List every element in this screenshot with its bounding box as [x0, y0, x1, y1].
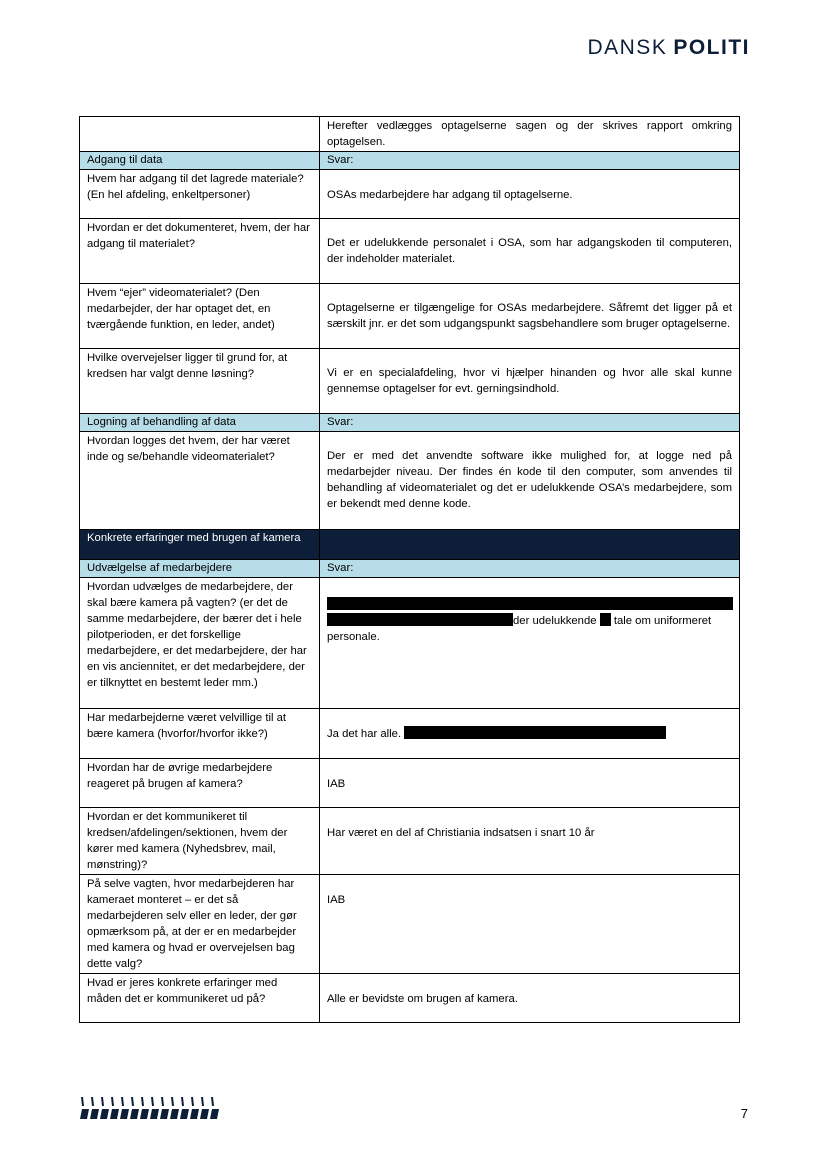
dark-section-title: Konkrete erfaringer med brugen af kamera	[80, 530, 320, 560]
table-row	[80, 759, 740, 808]
table-row	[80, 219, 740, 284]
logo-word-dansk: DANSK	[587, 36, 668, 59]
question-cell: På selve vagten, hvor medarbejderen har kameraet monteret – er det så medarbejderen selv eller en leder, der gør opmærksom på, at der er en medarbejder med kamera og hvad er overvejelsen bag dette valg?	[80, 875, 320, 974]
section-header-row	[80, 560, 740, 578]
answer-text	[327, 579, 732, 645]
question-cell: Hvordan har de øvrige medarbejdere reageret på brugen af kamera?	[80, 759, 320, 808]
answer-text	[327, 710, 732, 742]
answer-cell	[320, 170, 740, 219]
table-row	[80, 170, 740, 219]
section-header-row	[80, 414, 740, 432]
section-header-row	[80, 152, 740, 170]
answer-cell	[320, 219, 740, 284]
question-cell: Hvad er jeres konkrete erfaringer med måden det er kommunikeret ud på?	[80, 974, 320, 1023]
answer-part-2: tale om uniformeret personale.	[327, 615, 712, 643]
answer-cell	[320, 578, 740, 709]
question-cell: Hvem “ejer” videomaterialet? (Den medarbejder, der har optaget det, en tværgående funktion, en leder, andet)	[80, 284, 320, 349]
table-row	[80, 709, 740, 759]
table-row	[80, 578, 740, 709]
question-cell: Har medarbejderne været velvillige til at bære kamera (hvorfor/hvorfor ikke?)	[80, 709, 320, 759]
question-cell: Hvem har adgang til det lagrede materiale? (En hel afdeling, enkeltpersoner)	[80, 170, 320, 219]
answer-cell	[320, 709, 740, 759]
section-title: Logning af behandling af data	[80, 414, 320, 432]
table-row	[80, 117, 740, 152]
redaction-bar	[327, 613, 513, 626]
table-row	[80, 349, 740, 414]
table-row	[80, 875, 740, 974]
answer-text: Vi er en specialafdeling, hvor vi hjælper hinanden og hvor alle skal kunne gennemse optagelser for evt. gerningsindhold.	[327, 367, 732, 395]
redaction-bar	[404, 726, 666, 739]
answer-column-label: Svar:	[320, 560, 740, 578]
answer-text: IAB	[327, 778, 346, 790]
answer-text: Det er udelukkende personalet i OSA, som har adgangskoden til computeren, der indeholder materialet.	[327, 237, 732, 265]
dansk-politi-logo	[587, 36, 750, 60]
answer-column-label: Svar:	[320, 414, 740, 432]
answer-cell	[320, 974, 740, 1023]
answer-cell	[320, 432, 740, 530]
footer-stripes-graphic	[80, 1096, 220, 1120]
question-cell: Hvordan udvælges de medarbejdere, der skal bære kamera på vagten? (er det de samme medarbejdere, der bærer det i hele pilotperioden, er det forskellige medarbejdere, er det medarbejdere, der har en vis anciennitet, er det medarbejdere, der er tilknyttet en bestemt leder mm.)	[80, 578, 320, 709]
answer-cell	[320, 808, 740, 875]
answer-text-visible: Ja det har alle.	[327, 728, 402, 740]
question-cell: Hvordan er det dokumenteret, hvem, der har adgang til materialet?	[80, 219, 320, 284]
answer-cell	[320, 875, 740, 974]
answer-text: Der er med det anvendte software ikke mulighed for, at logge ned på medarbejder niveau. Der findes én kode til den computer, som anvendes til behandling af videomaterialet og det er udelukkende OSA’s medarbejdere, som er bekendt med denne kode.	[327, 450, 732, 510]
logo-word-politi: POLITI	[673, 36, 750, 59]
section-title: Adgang til data	[80, 152, 320, 170]
table-row	[80, 284, 740, 349]
section-title: Udvælgelse af medarbejdere	[80, 560, 320, 578]
question-cell	[80, 117, 320, 152]
question-cell: Hvordan er det kommunikeret til kredsen/afdelingen/sektionen, hvem der kører med kamera (Nyhedsbrev, mail, mønstring)?	[80, 808, 320, 875]
answer-cell	[320, 349, 740, 414]
table-row	[80, 974, 740, 1023]
question-cell: Hvilke overvejelser ligger til grund for, at kredsen har valgt denne løsning?	[80, 349, 320, 414]
table-row	[80, 808, 740, 875]
dark-section-row	[80, 530, 740, 560]
table-row	[80, 432, 740, 530]
answer-part-1: der udelukkende	[513, 615, 597, 627]
answer-cell	[320, 759, 740, 808]
dark-section-empty	[320, 530, 740, 560]
answer-text: OSAs medarbejdere har adgang til optagelserne.	[327, 189, 573, 201]
answer-text: Optagelserne er tilgængelige for OSAs medarbejdere. Såfremt det ligger på et særskilt jnr. er det som udgangspunkt sagsbehandlere som bruger optagelserne.	[327, 302, 732, 330]
answer-text: IAB	[327, 894, 346, 906]
answer-column-label: Svar:	[320, 152, 740, 170]
footer-decorative-pattern	[80, 1096, 220, 1123]
answer-cell: Herefter vedlægges optagelserne sagen og der skrives rapport omkring optagelsen.	[320, 117, 740, 152]
question-cell: Hvordan logges det hvem, der har været inde og se/behandle videomaterialet?	[80, 432, 320, 530]
answer-text: Alle er bevidste om brugen af kamera.	[327, 993, 518, 1005]
redaction-bar	[327, 597, 733, 610]
answer-text: Har været en del af Christiania indsatsen i snart 10 år	[327, 827, 595, 839]
questionnaire-table	[79, 116, 740, 1023]
answer-cell	[320, 284, 740, 349]
redaction-bar	[600, 613, 611, 626]
page-number: 7	[740, 1106, 748, 1121]
